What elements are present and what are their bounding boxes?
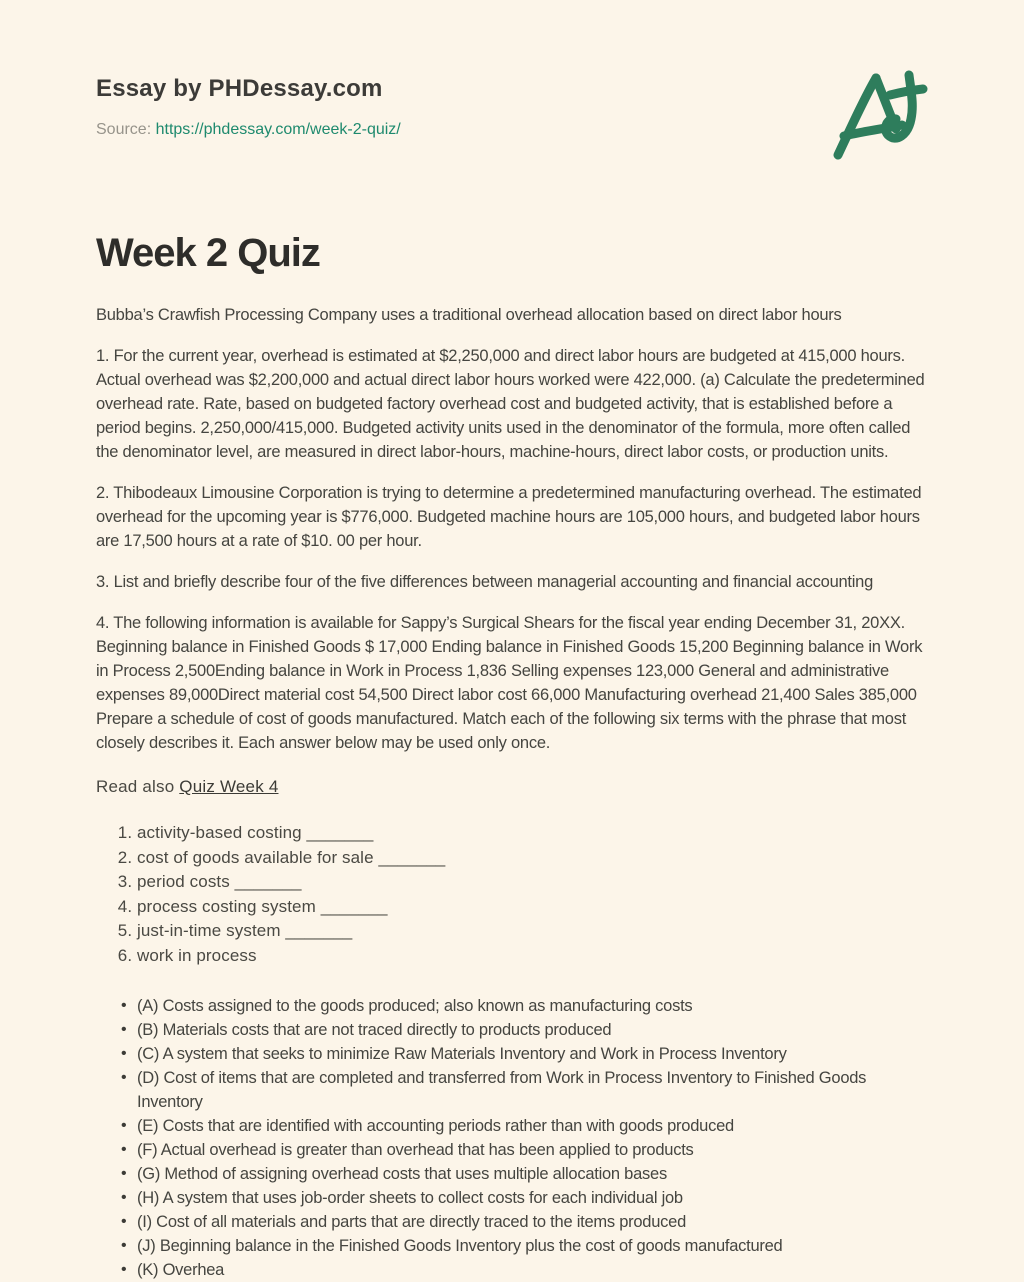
page-title: Week 2 Quiz [96, 231, 320, 275]
term-list-item: 3. period costs _______ [137, 870, 928, 895]
term-list-item: 5. just-in-time system _______ [137, 919, 928, 944]
read-also-link[interactable]: Quiz Week 4 [179, 777, 279, 796]
terms-numbered-list [96, 821, 928, 968]
answer-list-item: • (F) Actual overhead is greater than overhead that has been applied to products [137, 1138, 896, 1162]
site-header-title: Essay by PHDessay.com [96, 75, 383, 102]
term-list-item: 6. work in process [137, 944, 928, 969]
source-line [96, 121, 928, 139]
answer-list-item: • (I) Cost of all materials and parts that are directly traced to the items produced [137, 1210, 896, 1234]
term-list-item: 1. activity-based costing _______ [137, 821, 928, 846]
question-1-paragraph: 1. For the current year, overhead is estimated at $2,250,000 and direct labor hours are budgeted at 415,000 hours. Actual overhead was $2,200,000 and actual direct labor hours worked were 422,000. (a) Calculate the predetermined overhead rate. Rate, based on budgeted factory overhead cost and budgeted activity, that is established before a period begins. 2,250,000/415,000. Budgeted activity units used in the denominator of the formula, more often called the denominator level, are measured in direct labor-hours, machine-hours, direct labor costs, or production units. [96, 347, 925, 461]
question-3-paragraph: 3. List and briefly describe four of the five differences between managerial accounting and financial accounting [96, 573, 874, 591]
term-list-item: 4. process costing system _______ [137, 895, 928, 920]
answer-list-item: • (K) Overhea [137, 1258, 896, 1282]
question-2-paragraph: 2. Thibodeaux Limousine Corporation is trying to determine a predetermined manufacturing overhead. The estimated overhead for the upcoming year is $776,000. Budgeted machine hours are 105,000 hours, and budgeted labor hours are 17,500 hours at a rate of $10. 00 per hour. [96, 484, 922, 550]
answer-list-item: • (G) Method of assigning overhead costs that uses multiple allocation bases [137, 1162, 896, 1186]
read-also-line [96, 777, 928, 797]
answer-list-item: • (D) Cost of items that are completed and transferred from Work in Process Inventory to Finished Goods Inventory [137, 1066, 896, 1114]
answer-list-item: • (H) A system that uses job-order sheets to collect costs for each individual job [137, 1186, 896, 1210]
intro-paragraph: Bubba’s Crawfish Processing Company uses a traditional overhead allocation based on direct labor hours [96, 306, 842, 324]
source-label: Source: [96, 121, 152, 138]
read-also-label: Read also [96, 777, 180, 796]
answers-bullet-list [96, 994, 896, 1282]
answer-list-item: • (C) A system that seeks to minimize Raw Materials Inventory and Work in Process Inventory [137, 1042, 896, 1066]
answer-list-item: • (A) Costs assigned to the goods produced; also known as manufacturing costs [137, 994, 896, 1018]
term-list-item: 2. cost of goods available for sale _______ [137, 846, 928, 871]
answer-list-item: • (B) Materials costs that are not traced directly to products produced [137, 1018, 896, 1042]
answer-list-item: • (E) Costs that are identified with accounting periods rather than with goods produced [137, 1114, 896, 1138]
source-url-link[interactable]: https://phdessay.com/week-2-quiz/ [155, 121, 401, 138]
a-plus-logo-icon [830, 66, 930, 168]
question-4-paragraph: 4. The following information is available for Sappy’s Surgical Shears for the fiscal year ending December 31, 20XX. Beginning balance in Finished Goods $ 17,000 Ending balance in Finished Goods 15,200 Beginning balance in Work in Process 2,500Ending balance in Work in Process 1,836 Selling expenses 123,000 General and administrative expenses 89,000Direct material cost 54,500 Direct labor cost 66,000 Manufacturing overhead 21,400 Sales 385,000 Prepare a schedule of cost of goods manufactured. Match each of the following six terms with the phrase that most closely describes it. Each answer below may be used only once. [96, 614, 923, 752]
answer-list-item: • (J) Beginning balance in the Finished Goods Inventory plus the cost of goods manufactured [137, 1234, 896, 1258]
